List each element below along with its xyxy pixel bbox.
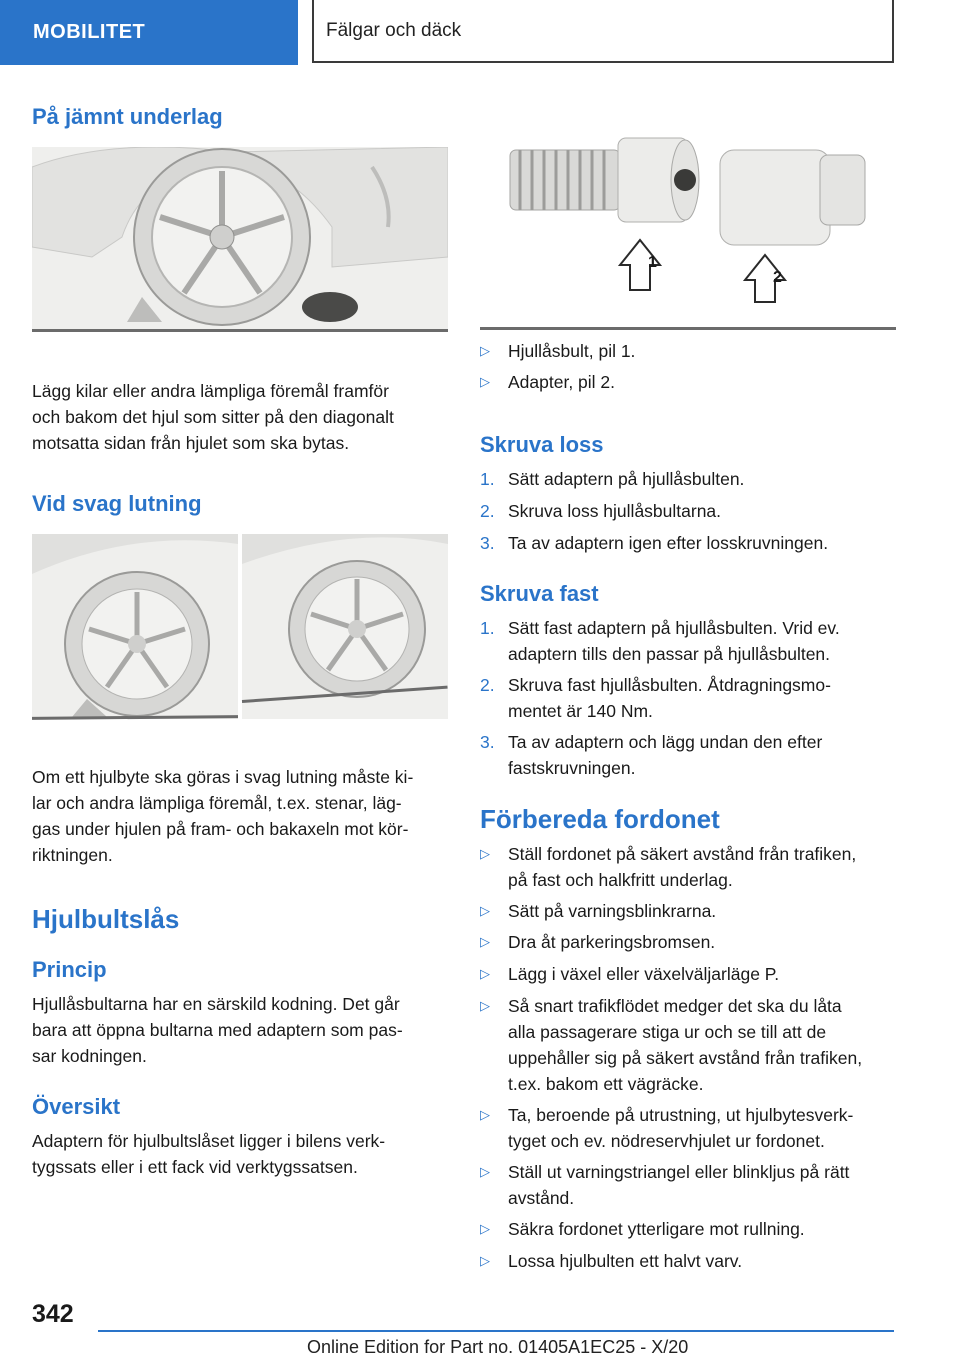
figure-level-ground — [32, 147, 448, 330]
tighten-step: 3. Ta av adaptern och lägg undan den efter fastskruvningen. — [480, 732, 823, 778]
prepare-item: ▷ Ta, beroende på utrustning, ut hjulbytesverk- tyget och ev. nödreservhjulet ur fordonet. — [480, 1105, 854, 1151]
figure-label-2: 2 — [773, 269, 782, 286]
para-level-ground: Lägg kilar eller andra lämpliga föremål framför och bakom det hjul som sitter på den diagonalt motsatta sidan från hjulet som ska bytas. — [32, 381, 394, 453]
chapter-title: Fälgar och däck — [326, 19, 462, 41]
heading-wheel-locks: Hjulbultslås — [32, 904, 180, 934]
prepare-item: ▷ Sätt på varningsblinkrarna. — [480, 901, 717, 921]
figure-rule — [32, 715, 238, 720]
prepare-item: ▷ Så snart trafikflödet medger det ska du låta alla passagerare stiga ur och se till att de uppehåller sig på säkert avstånd från trafiken, t.ex. bakom ett vägräcke. — [480, 996, 863, 1094]
legend-item: ▷ Adapter, pil 2. — [480, 372, 616, 392]
heading-principle: Princip — [32, 957, 107, 982]
heading-loosen: Skruva loss — [480, 432, 604, 457]
section-title: MOBILITET — [33, 21, 146, 43]
loosen-step: 1. Sätt adaptern på hjullåsbulten. — [480, 469, 745, 489]
tighten-step: 1. Sätt fast adaptern på hjullåsbulten. Vrid ev. adaptern tills den passar på hjullåsbulten. — [480, 618, 840, 664]
tighten-step: 2. Skruva fast hjullåsbulten. Åtdragningsmo- mentet är 140 Nm. — [480, 675, 831, 721]
car-wheel-illustration — [32, 147, 448, 330]
section-tab — [0, 0, 298, 65]
prepare-item: ▷ Lossa hjulbulten ett halvt varv. — [480, 1251, 743, 1271]
page-number: 342 — [32, 1300, 74, 1328]
para-overview: Adaptern för hjulbultslåset ligger i bilens verk- tygssats eller i ett fack vid verktygssatsen. — [32, 1131, 386, 1177]
prepare-item: ▷ Lägg i växel eller växelväljarläge P. — [480, 964, 780, 984]
footer-edition: Online Edition for Part no. 01405A1EC25 - X/20 — [307, 1337, 689, 1357]
loosen-step: 2. Skruva loss hjullåsbultarna. — [480, 501, 722, 521]
prepare-item: ▷ Ställ ut varningstriangel eller blinkljus på rätt avstånd. — [480, 1162, 850, 1208]
heading-slight-slope: Vid svag lutning — [32, 491, 202, 516]
figure-label-1: 1 — [648, 254, 657, 271]
footer-rule — [98, 1330, 894, 1332]
prepare-item: ▷ Dra åt parkeringsbromsen. — [480, 932, 716, 952]
heading-level-ground: På jämnt underlag — [32, 104, 223, 129]
heading-prepare-vehicle: Förbereda fordonet — [480, 804, 720, 834]
figure-rule — [32, 329, 448, 332]
heading-overview: Översikt — [32, 1094, 121, 1119]
loosen-step: 3. Ta av adaptern igen efter losskruvningen. — [480, 533, 829, 553]
para-principle: Hjullåsbultarna har en särskild kodning. Det går bara att öppna bultarna med adaptern som pas- sar kodningen. — [32, 994, 403, 1066]
prepare-item: ▷ Säkra fordonet ytterligare mot rullning. — [480, 1219, 805, 1239]
legend-item: ▷ Hjullåsbult, pil 1. — [480, 341, 636, 361]
figure-rule — [480, 327, 896, 330]
figure-lock-bolt-adapter — [480, 110, 896, 328]
chapter-box — [312, 0, 894, 63]
lock-bolt-adapter-illustration — [480, 110, 896, 328]
heading-tighten: Skruva fast — [480, 581, 599, 606]
prepare-item: ▷ Ställ fordonet på säkert avstånd från trafiken, på fast och halkfritt underlag. — [480, 844, 857, 890]
para-slight-slope: Om ett hjulbyte ska göras i svag lutning måste ki- lar och andra lämpliga föremål, t.ex. stenar, läg- gas under hjulen på fram- och bakaxeln mot kör- riktningen. — [32, 767, 414, 865]
